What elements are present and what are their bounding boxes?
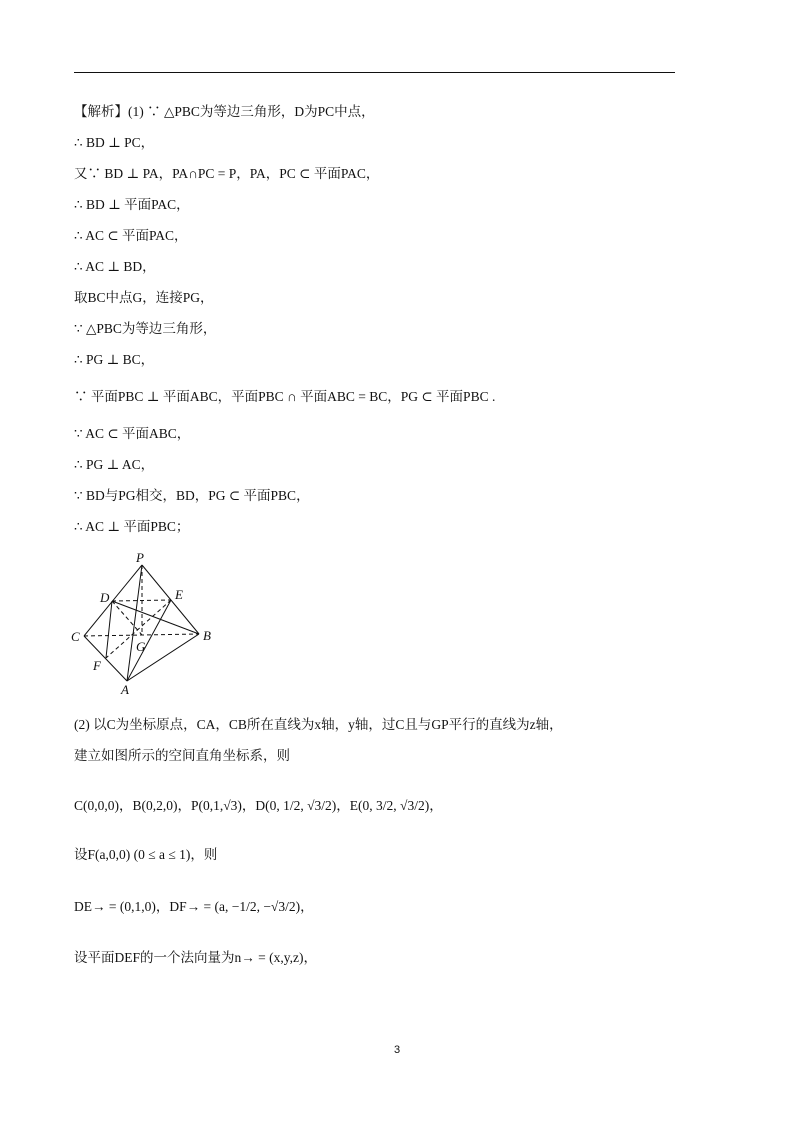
- label-D: D: [100, 590, 110, 605]
- text-line-20: 设平面DEF的一个法向量为n→ = (x,y,z)，: [74, 950, 317, 965]
- text-line-10: ∵ 平面PBC ⊥ 平面ABC，平面PBC ∩ 平面ABC = BC，PG ⊂ 平面PBC .: [74, 389, 496, 404]
- page-number: 3: [393, 1044, 401, 1056]
- label-C: C: [71, 629, 80, 644]
- label-B: B: [203, 628, 211, 643]
- text-line-4: ∴ BD ⊥ 平面PAC，: [74, 197, 190, 212]
- text-line-16: 建立如图所示的空间直角坐标系，则: [74, 748, 290, 763]
- text-line-18: 设F(a,0,0) (0 ≤ a ≤ 1)，则: [74, 847, 218, 862]
- pyramid-diagram: [68, 548, 218, 700]
- text-line-13: ∵ BD与PG相交，BD，PG ⊂ 平面PBC，: [74, 488, 310, 503]
- edge-CA: [84, 636, 127, 681]
- label-A: A: [121, 682, 129, 697]
- header-rule: [74, 72, 675, 73]
- text-line-12: ∴ PG ⊥ AC，: [74, 457, 155, 472]
- text-line-19: DE→ = (0,1,0)，DF→ = (a, −1/2, −√3/2)，: [74, 899, 314, 914]
- text-line-15: (2) 以C为坐标原点，CA，CB所在直线为x轴，y轴，过C且与GP平行的直线为z轴，: [74, 717, 563, 732]
- text-line-9: ∴ PG ⊥ BC，: [74, 352, 155, 367]
- text-line-2: ∴ BD ⊥ PC，: [74, 135, 155, 150]
- text-line-11: ∵ AC ⊂ 平面ABC，: [74, 426, 191, 441]
- edge-PA: [127, 565, 142, 681]
- label-P: P: [136, 550, 144, 565]
- label-E: E: [175, 587, 183, 602]
- text-line-7: 取BC中点G，连接PG，: [74, 290, 214, 305]
- segment-DF: [106, 601, 112, 658]
- text-line-14: ∴ AC ⊥ 平面PBC；: [74, 519, 190, 534]
- text-line-6: ∴ AC ⊥ BD，: [74, 259, 156, 274]
- label-F: F: [93, 658, 101, 673]
- pyramid-figure: [68, 548, 218, 700]
- text-line-17: C(0,0,0)，B(0,2,0)，P(0,1,√3)，D(0, 1/2, √3/2)，E(0, 3/2, √3/2)，: [74, 798, 443, 813]
- text-line-3: 又∵ BD ⊥ PA，PA∩PC = P，PA，PC ⊂ 平面PAC，: [74, 166, 380, 181]
- label-G: G: [136, 639, 146, 654]
- dashed-DE-G: [112, 601, 142, 635]
- text-line-1: 【解析】(1) ∵ △PBC为等边三角形，D为PC中点，: [74, 104, 375, 119]
- segment-AE: [127, 600, 171, 681]
- text-line-8: ∵ △PBC为等边三角形，: [74, 321, 217, 336]
- text-line-5: ∴ AC ⊂ 平面PAC，: [74, 228, 188, 243]
